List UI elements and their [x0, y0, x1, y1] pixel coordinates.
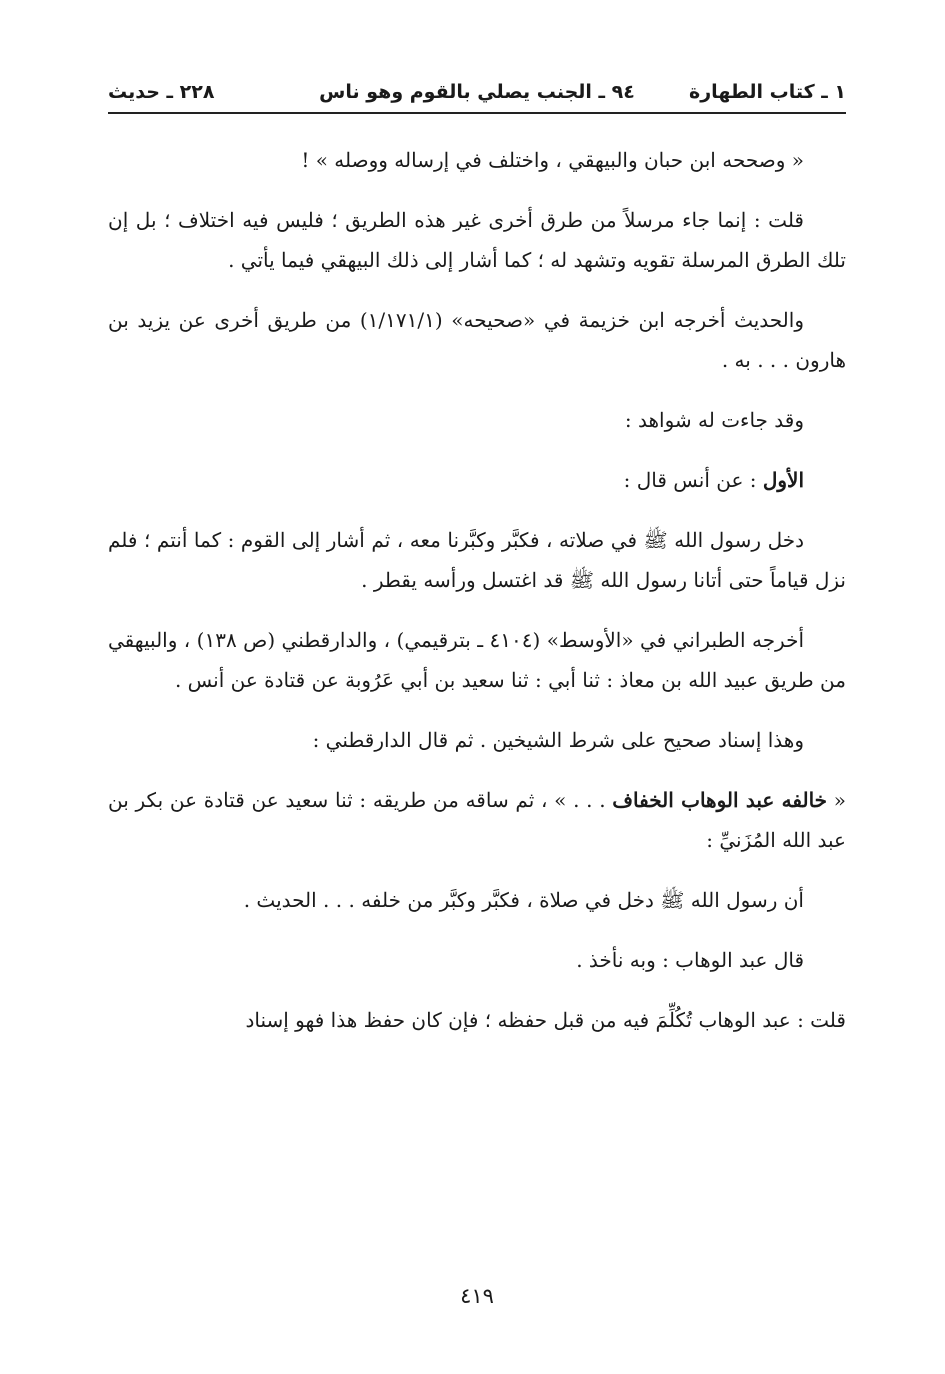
paragraph: « خالفه عبد الوهاب الخفاف . . . » ، ثم ساقه من طريقه : ثنا سعيد عن قتادة عن بكر بن عبد الله المُزَنيِّ : [108, 788, 847, 852]
paragraph: دخل رسول الله ﷺ في صلاته ، فكبَّر وكبَّرنا معه ، ثم أشار إلى القوم : كما أنتم ؛ فلم نزل قياماً حتى أتانا رسول الله ﷺ قد اغتسل ورأسه يقطر . [108, 528, 846, 592]
paragraph: قال عبد الوهاب : وبه نأخذ . [576, 948, 804, 972]
paragraph: وهذا إسناد صحيح على شرط الشيخين . ثم قال الدارقطني : [312, 728, 804, 752]
paragraph: أن رسول الله ﷺ دخل في صلاة ، فكبَّر وكبَّر من خلفه . . . الحديث . [243, 888, 804, 912]
paragraph: « وصححه ابن حبان والبيهقي ، واختلف في إرساله ووصله » ! [301, 148, 804, 172]
page-number: ٤١٩ [460, 1284, 494, 1308]
quoted-bold-phrase: خالفه عبد الوهاب الخفاف [612, 788, 828, 812]
paragraph: والحديث أخرجه ابن خزيمة في «صحيحه» (١/١٧١/١) من طريق أخرى عن يزيد بن هارون . . . به . [108, 308, 846, 372]
paragraph: أخرجه الطبراني في «الأوسط» (٤١٠٤ ـ بترقيمي) ، والدارقطني (ص ١٣٨) ، والبيهقي من طريق عبيد الله بن معاذ : ثنا أبي : ثنا سعيد بن أبي عَرُوبة عن قتادة عن أنس . [108, 628, 846, 692]
header-hadith-number: ٢٢٨ ـ حديث [108, 81, 215, 103]
paragraph: الأول : عن أنس قال : [623, 468, 804, 492]
witness-label: الأول [762, 468, 804, 492]
paragraph: قلت : عبد الوهاب تُكُلِّمَ فيه من قبل حفظه ؛ فإن كان حفظ هذا فهو إسناد [245, 1008, 846, 1032]
header-rule [108, 112, 846, 114]
header-section-title: ٩٤ ـ الجنب يصلي بالقوم وهو ناس [319, 81, 635, 103]
main-text [108, 140, 846, 1060]
running-header [108, 74, 846, 110]
header-chapter-title: ١ ـ كتاب الطهارة [689, 81, 846, 103]
paragraph: قلت : إنما جاء مرسلاً من طرق أخرى غير هذه الطريق ؛ فليس فيه اختلاف ؛ بل إن تلك الطرق المرسلة تقويه وتشهد له ؛ كما أشار إلى ذلك البيهقي فيما يأتي . [108, 208, 846, 272]
book-page [108, 74, 846, 1314]
paragraph: وقد جاءت له شواهد : [624, 408, 804, 432]
